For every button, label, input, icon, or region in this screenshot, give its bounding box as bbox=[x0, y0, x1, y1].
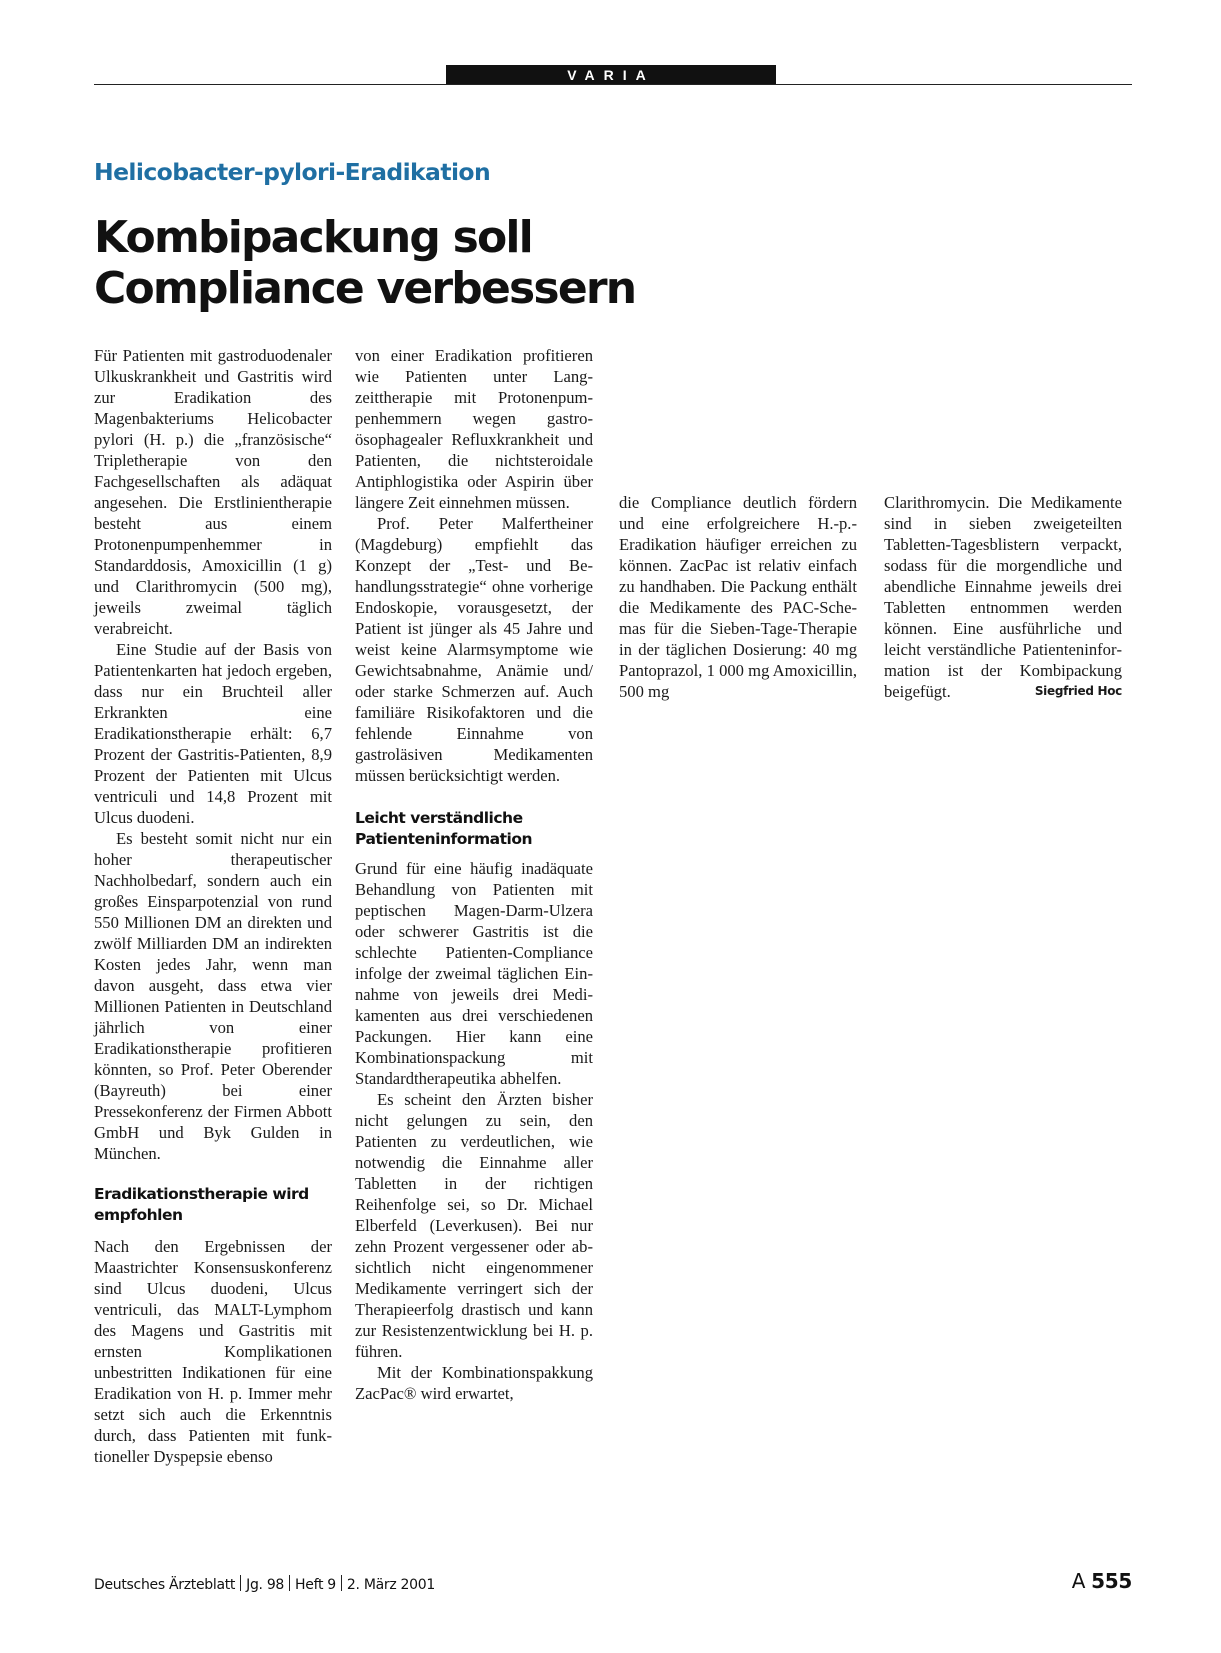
section-label: VARIA bbox=[446, 65, 776, 85]
headline-line-1: Kombipackung soll bbox=[94, 212, 532, 263]
journal-volume: Jg. 98 bbox=[246, 1577, 285, 1593]
text-column-2 bbox=[355, 345, 593, 1404]
paragraph: von einer Eradikation profitieren wie Patienten unter Langzeittherapie mit Protonenpumpenhemmern wegen gastroösophagealer Refluxkrankheit und Patienten, die nichtsteroidale Antiphlogistika oder Aspirin über längere Zeit einnehmen müssen. bbox=[355, 346, 593, 512]
headline-line-2: Compliance verbessern bbox=[94, 263, 636, 314]
paragraph: Es besteht somit nicht nur ein hoher therapeutischer Nachholbedarf, sondern auch ein großes Einsparpotenzial von rund 550 Millionen DM an direkten und zwölf Milliarden DM an indirekten Kosten jedes Jahr, wenn man davon ausgeht, dass etwa vier Millionen Patienten in Deutschland jährlich von einer Eradikationstherapie profitieren könnten, so Prof. Peter Oberender (Bayreuth) bei einer Pressekonferenz der Firmen Abbott GmbH und Byk Gulden in München. bbox=[94, 829, 332, 1163]
page-number bbox=[1072, 1569, 1132, 1593]
text-column-4 bbox=[884, 492, 1122, 702]
journal-name: Deutsches Ärzteblatt bbox=[94, 1577, 236, 1593]
paragraph: Grund für eine häufig inadäquate Behandlung von Patienten mit peptischen Magen-Darm-Ulzera oder schwerer Gastritis ist die schlechte Patienten-Compliance infolge der zweimal täglichen Einnahme von jeweils drei Medikamenten aus drei verschiedenen Packungen. Hier kann eine Kombinationspackung mit Standardtherapeutika abhelfen. bbox=[355, 859, 593, 1088]
article-kicker: Helicobacter-pylori-Eradikation bbox=[94, 158, 491, 186]
subheading: Leicht verständliche Patienteninformation bbox=[355, 809, 533, 848]
header-rule bbox=[94, 84, 1132, 85]
author-signature: Siegfried Hoc bbox=[1034, 684, 1122, 698]
page-prefix: A bbox=[1071, 1569, 1086, 1593]
divider bbox=[289, 1575, 290, 1591]
article-headline bbox=[94, 212, 794, 314]
paragraph-text: Clarithromycin. Die Medikamente sind in sieben zweigeteilten Tabletten-Tagesblistern verpackt, sodass für die morgendliche und abendliche Einnahme jeweils drei Tabletten entnommen werden können. Eine ausführliche und leicht verständliche Patienteninformation ist der Kombipackung beigefügt. bbox=[884, 493, 1122, 701]
text-column-3 bbox=[619, 492, 857, 702]
journal-issue: Heft 9 bbox=[295, 1577, 336, 1593]
page-number-value: 555 bbox=[1091, 1569, 1132, 1593]
paragraph: Eine Studie auf der Basis von Patientenkarten hat jedoch ergeben, dass nur ein Bruchteil aller Erkrankten eine Eradikationstherapie erhält: 6,7 Prozent der Gastritis-Patienten, 8,9 Prozent der Patienten mit Ulcus ventriculi und 14,8 Prozent mit Ulcus duodeni. bbox=[94, 640, 332, 827]
page-footer bbox=[94, 1569, 1132, 1599]
paragraph: Für Patienten mit gastroduodenaler Ulkuskrankheit und Gastritis wird zur Eradikation des Magenbakteriums Helicobacter pylori (H. p.) die „französische“ Tripletherapie von den Fachgesellschaften als adäquat angesehen. Die Erstlinientherapie besteht aus einem Protonenpumpenhemmer in Standarddosis, Amoxicillin (1 g) und Clarithromycin (500 mg), jeweils zweimal täglich verabreicht. bbox=[94, 346, 332, 638]
paragraph: Es scheint den Ärzten bisher nicht gelungen zu sein, den Patienten zu verdeutlichen, wie notwendig die Einnahme aller Tabletten in der richtigen Reihenfolge sei, so Dr. Michael Elberfeld (Leverkusen). Bei nur zehn Prozent vergessener oder absichtlich nicht eingenommener Medikamente verringert sich der Therapieerfolg drastisch und kann zur Resistenzentwicklung bei H. p. führen. bbox=[355, 1090, 593, 1361]
text-column-1 bbox=[94, 345, 332, 1467]
subheading: Eradikationstherapie wird empfohlen bbox=[94, 1185, 309, 1224]
divider bbox=[341, 1575, 342, 1591]
paragraph: Nach den Ergebnissen der Maastrichter Konsensuskonferenz sind Ulcus duodeni, Ulcus ventriculi, das MALT-Lymphom des Magens und Gastritis mit ernsten Komplikationen unbestritten Indikationen für eine Eradikation von H. p. Immer mehr setzt sich auch die Erkenntnis durch, dass Patienten mit funktioneller Dyspepsie ebenso bbox=[94, 1237, 332, 1466]
paragraph: Prof. Peter Malfertheiner (Magdeburg) empfiehlt das Konzept der „Test- und Behandlungsstrategie“ ohne vorherige Endoskopie, vorausgesetzt, der Patient ist jünger als 45 Jahre und weist keine Alarmsymptome wie Gewichtsabnahme, Anämie und/ oder starke Schmerzen auf. Auch familiäre Risikofaktoren und die fehlende Einnahme von gastroläsiven Medikamenten müssen berücksichtigt werden. bbox=[355, 514, 593, 785]
issue-date: 2. März 2001 bbox=[346, 1577, 435, 1593]
paragraph bbox=[884, 492, 1122, 702]
paragraph: Mit der Kombinationspakkung ZacPac® wird erwartet, bbox=[355, 1363, 593, 1403]
paragraph: die Compliance deutlich fördern und eine erfolgreichere H.-p.-Eradikation häufiger erreichen zu können. ZacPac ist relativ einfach zu handhaben. Die Packung enthält die Medikamente des PAC-Schemas für die Sieben-Tage-Therapie in der täglichen Dosierung: 40 mg Pantoprazol, 1 000 mg Amoxicillin, 500 mg bbox=[619, 493, 857, 701]
divider bbox=[240, 1575, 241, 1591]
